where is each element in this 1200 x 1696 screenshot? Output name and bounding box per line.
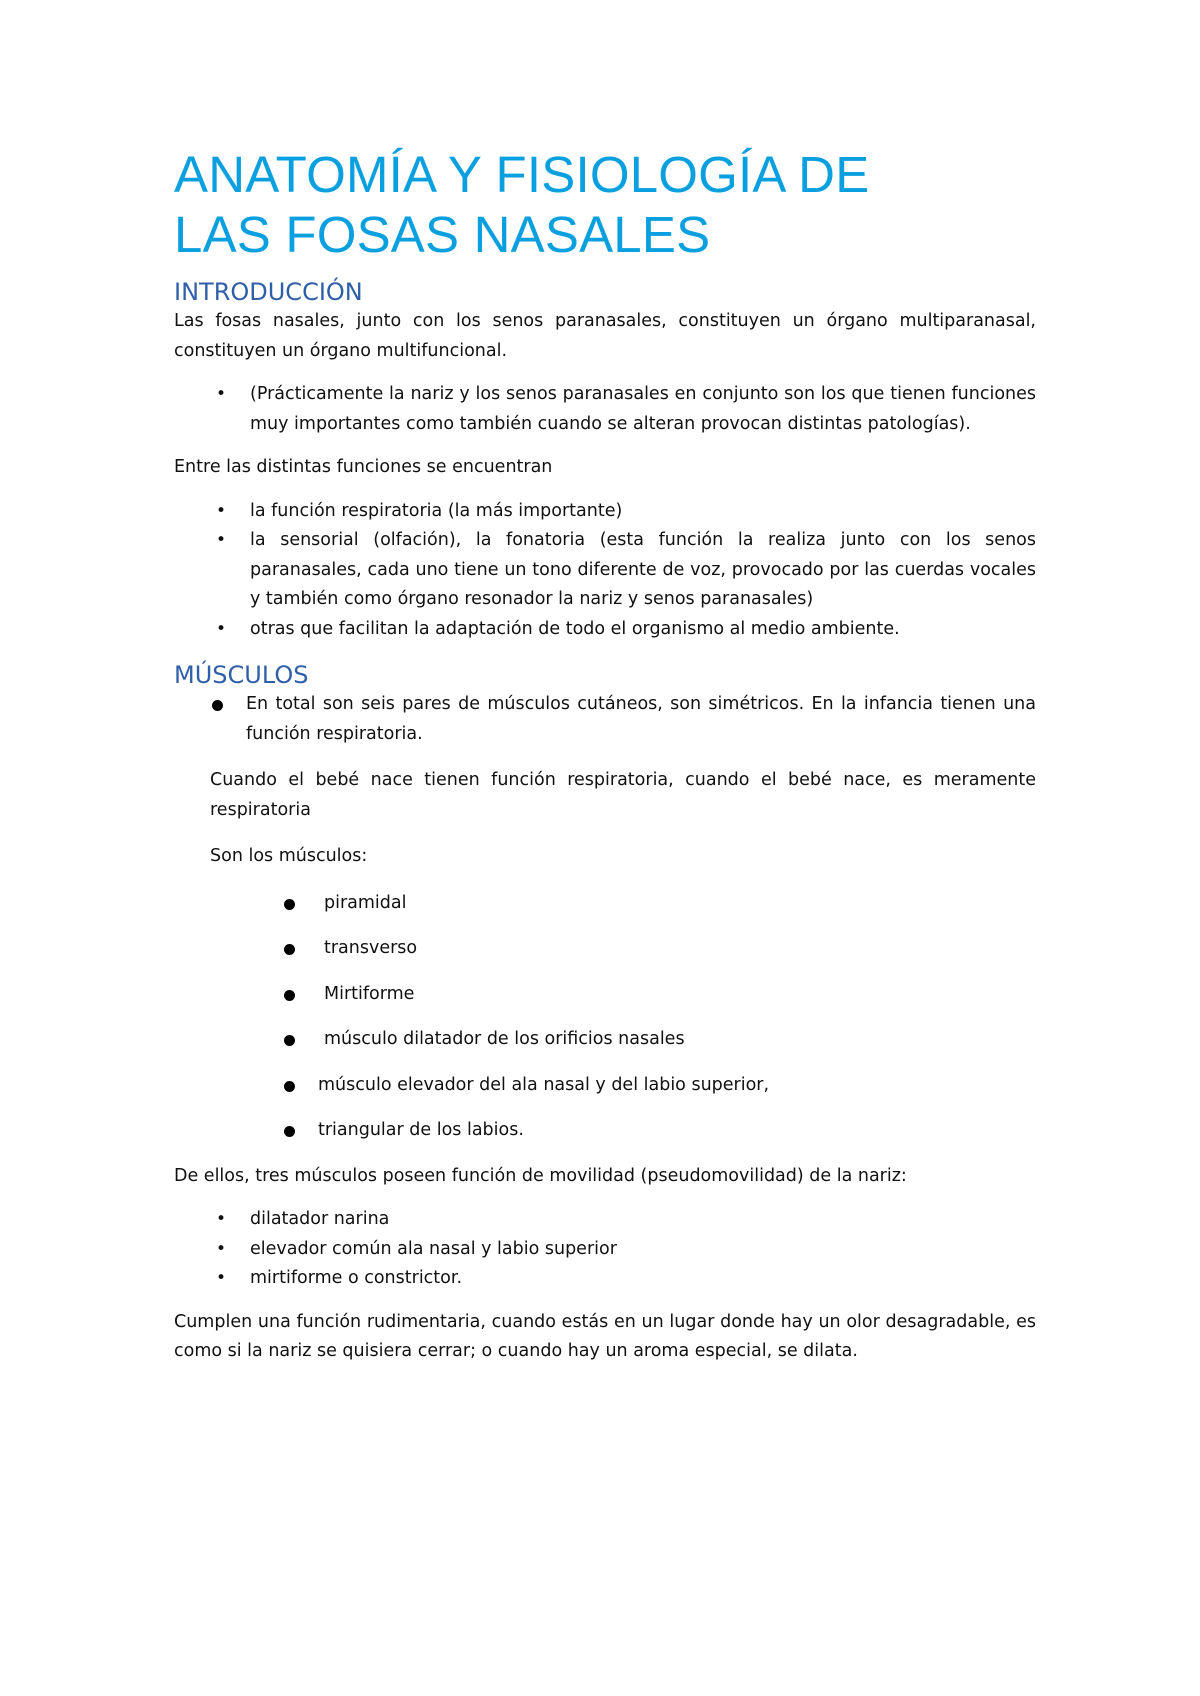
- bullet-icon: •: [216, 384, 227, 404]
- list-item: [174, 1071, 1036, 1101]
- list-item: [174, 934, 1036, 964]
- musculos-intro-list: [174, 690, 1036, 749]
- bullet-icon: •: [216, 1209, 227, 1229]
- list-item-text: transverso: [324, 938, 418, 958]
- baby-paragraph: Cuando el bebé nace tienen función respiratoria, cuando el bebé nace, es meramente respiratoria: [210, 770, 1036, 820]
- document-body: [174, 145, 1036, 1367]
- list-item: [174, 1205, 1036, 1235]
- list-item: [174, 380, 1036, 439]
- list-item-text: músculo elevador del ala nasal y del labio superior,: [318, 1074, 770, 1095]
- list-item: [174, 615, 1036, 645]
- title-line-1: ANATOMÍA Y FISIOLOGÍA DE: [174, 146, 870, 203]
- list-item: [174, 1116, 1036, 1146]
- section-heading-musculos: MÚSCULOS: [174, 661, 309, 689]
- bullet-icon: •: [216, 618, 227, 639]
- list-item: [174, 497, 1036, 527]
- bullet-icon: •: [216, 1268, 227, 1288]
- document-title: [174, 145, 1036, 265]
- list-item-text: otras que facilitan la adaptación de todo el organismo al medio ambiente.: [250, 618, 900, 639]
- list-item-text: mirtiforme o constrictor.: [250, 1268, 463, 1288]
- movilidad-lead: De ellos, tres músculos poseen función de movilidad (pseudomovilidad) de la nariz:: [174, 1165, 907, 1186]
- bullet-icon: •: [216, 1238, 227, 1259]
- list-item-text: la función respiratoria (la más importante): [250, 500, 623, 521]
- list-item-text: músculo dilatador de los orificios nasales: [324, 1029, 685, 1049]
- list-item-text: piramidal: [324, 892, 407, 913]
- list-item-text: (Prácticamente la nariz y los senos paranasales en conjunto son los que tienen funciones muy importantes como también cuando se alteran provocan distintas patologías).: [250, 384, 1036, 434]
- list-item: [174, 1025, 1036, 1055]
- list-item: [174, 889, 1036, 919]
- bullet-dot-icon: [284, 1126, 295, 1137]
- bullet-icon: •: [216, 530, 227, 550]
- muscles-list: [174, 889, 1036, 1146]
- list-item-text: dilatador narina: [250, 1209, 390, 1229]
- list-item: [174, 980, 1036, 1010]
- list-item: [174, 1235, 1036, 1265]
- muscles-list-lead: Son los músculos:: [210, 846, 368, 866]
- bullet-dot-icon: [212, 700, 223, 711]
- bullet-dot-icon: [284, 899, 295, 910]
- intro-paragraph: Las fosas nasales, junto con los senos paranasales, constituyen un órgano multiparanasal, constituyen un órgano multifuncional.: [174, 311, 1036, 361]
- list-item: [174, 526, 1036, 615]
- bullet-icon: •: [216, 500, 227, 521]
- section-heading-introduccion: INTRODUCCIÓN: [174, 278, 363, 306]
- intro-note-list: [174, 380, 1036, 439]
- list-item: [174, 1264, 1036, 1294]
- list-item-text: Mirtiforme: [324, 983, 415, 1004]
- list-item: [174, 690, 1036, 749]
- closing-paragraph: Cumplen una función rudimentaria, cuando estás en un lugar donde hay un olor desagradable, es como si la nariz se quisiera cerrar; o cuando hay un aroma especial, se dilata.: [174, 1311, 1036, 1361]
- list-item-text: triangular de los labios.: [318, 1120, 524, 1140]
- functions-lead: Entre las distintas funciones se encuentran: [174, 457, 553, 477]
- list-item-text: elevador común ala nasal y labio superior: [250, 1238, 617, 1259]
- bullet-dot-icon: [284, 944, 295, 955]
- functions-list: [174, 497, 1036, 645]
- list-item-text: En total son seis pares de músculos cutáneos, son simétricos. En la infancia tienen una función respiratoria.: [246, 694, 1036, 744]
- bullet-dot-icon: [284, 990, 295, 1001]
- title-line-2: LAS FOSAS NASALES: [174, 206, 711, 263]
- bullet-dot-icon: [284, 1035, 295, 1046]
- list-item-text: la sensorial (olfación), la fonatoria (esta función la realiza junto con los senos paranasales, cada uno tiene un tono diferente de voz, provocado por las cuerdas vocales y también como órgano resonador la nariz y senos paranasales): [250, 530, 1036, 609]
- movilidad-list: [174, 1205, 1036, 1294]
- bullet-dot-icon: [284, 1081, 295, 1092]
